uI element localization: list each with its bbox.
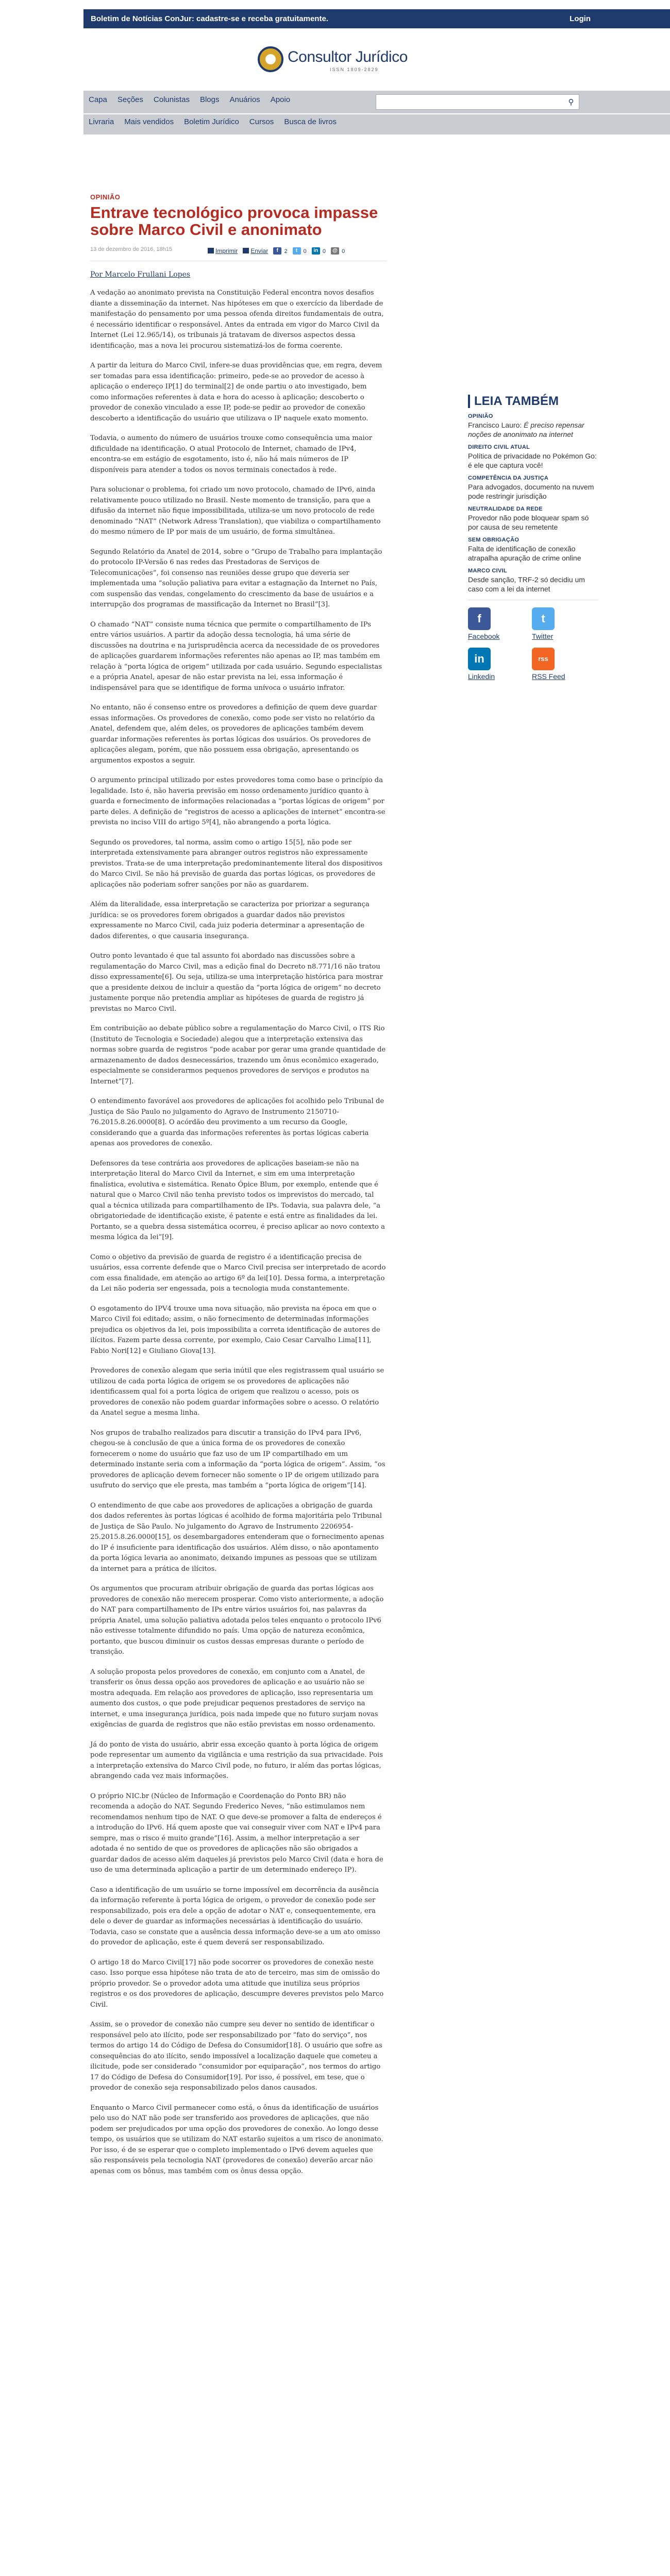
related-title[interactable] [468,420,598,439]
nav-livraria[interactable]: Livraria [89,117,114,126]
login-link[interactable]: Login [569,14,591,23]
logo-subtitle: ISSN 1809-2829 [330,67,379,72]
share-twitter[interactable] [293,245,307,255]
related-category: SEM OBRIGAÇÃO [468,537,520,543]
article-paragraph: Segundo Relatório da Anatel de 2014, sobre o “Grupo de Trabalho para implantação do protocolo IP-Versão 6 nas redes das Prestadoras de Serviços de Telecomunicações”, foi consenso nas reuniões desse grupo que deveria ser implementada uma “solução paliativa para evitar a estagnação da Internet no País, com suspensão das vendas, congelamento do crescimento da base de usuários e a interrupção dos programas de massificação da Internet no Brasil”[3]. [90,548,382,608]
share-count: 0 [322,248,326,255]
related-title[interactable]: Provedor não pode bloquear spam só por causa de seu remetente [468,514,589,531]
twitter-icon: t [532,607,555,630]
article-paragraph: A partir da leitura do Marco Civil, infere-se duas providências que, em regra, devem ser tomadas para essa identificação: primeiro, pede-se ao provedor de acesso à aplicação o endereço IP[1] do terminal[2] de onde partiu o ato investigado, bem como informações referentes à data e hora do acesso à aplicação; descoberto o provedor de conexão vinculado a esse IP, pode-se pedir ao provedor de conexão descoberto a identificação do usuário que utilizava o IP naquele exato momento. [90,362,382,422]
nav-secoes[interactable]: Seções [117,95,143,104]
nav-mais-vendidos[interactable]: Mais vendidos [124,117,174,126]
nav-capa[interactable]: Capa [89,95,107,104]
related-category: NEUTRALIDADE DA REDE [468,506,543,512]
nav-boletim-juridico[interactable]: Boletim Jurídico [184,117,239,126]
social-label: Facebook [468,632,500,640]
article-paragraph: O entendimento favorável aos provedores de aplicações foi acolhido pelo Tribunal de Justiça de São Paulo no julgamento do Agravo de Instrumento 2150710-76.2015.8.26.0000[8]. O acórdão deu provimento a um recurso da Google, considerando que a guarda das informações referentes às portas lógicas caberia apenas aos provedores de conexão. [90,1097,384,1147]
related-category: OPINIÃO [468,413,493,419]
main-navigation [83,91,670,134]
social-facebook-link[interactable] [468,607,525,640]
article-paragraph: Provedores de conexão alegam que seria inútil que eles registrassem qual usuário se utilizou de cada porta lógica de origem se os provedores de aplicações não identificassem qual foi a porta lógica de origem que realizou o acesso, pois os provedores de conexão não podem guardar informações sobre o acesso. O relatório da Anatel segue a mesma linha. [90,1367,384,1417]
article-body [90,288,387,2177]
related-category: DIREITO CIVIL ATUAL [468,444,530,450]
linkedin-icon: in [468,648,491,670]
related-list [468,413,598,594]
social-links [468,607,598,681]
newsletter-link[interactable]: Boletim de Notícias ConJur: cadastre-se e receba gratuitamente. [91,14,328,23]
article-paragraph: Segundo os provedores, tal norma, assim como o artigo 15[5], não pode ser interpretada extensivamente para abranger outros registros não expressamente previstos. Trata-se de uma interpretação predominantemente literal dos dispositivos do Marco Civil. Se não há previsão de guarda das portas lógicas, os provedores de aplicações não poderiam sofrer sanções por não as guardarem. [90,838,383,889]
nav-blogs[interactable]: Blogs [199,95,220,104]
nav-cursos[interactable]: Cursos [249,117,274,126]
article-meta [90,245,387,256]
related-item[interactable] [468,444,598,470]
send-button[interactable] [243,245,268,255]
article-paragraph: Outro ponto levantado é que tal assunto foi abordado nas discussões sobre a regulamentação do Marco Civil, mas a edição final do Decreto n8.771/16 não tratou disso expressamente[6]. Ou seja, utiliza-se uma interpretação histórica para mostrar que a presidente deixou de incluir a questão da “porta lógica de origem” no decreto justamente porque não pretendia ampliar as hipóteses de guarda de registro já previstas no Marco Civil. [90,952,383,1013]
nav-anuarios[interactable]: Anuários [229,95,260,104]
related-item[interactable] [468,475,598,501]
secondary-nav [89,117,337,126]
related-title[interactable]: Para advogados, documento na nuvem pode restringir jurisdição [468,483,594,500]
related-item[interactable] [468,413,598,439]
related-sidebar [468,395,598,681]
search-input[interactable] [376,95,562,109]
article-paragraph: Já do ponto de vista do usuário, abrir essa exceção quanto à porta lógica de origem pode representar um aumento da vigilância e uma restrição da sua privacidade. Pois a interpretação extensiva do Marco Civil pode, no futuro, ir além das portas lógicas, abrangendo cada vez mais informações. [90,1740,383,1780]
social-label: RSS Feed [532,672,565,681]
article-paragraph: Nos grupos de trabalho realizados para discutir a transição do IPv4 para IPv6, chegou-se à conclusão de que a única forma de os provedores de conexão fornecerem o nome do usuário que faz uso de um IP compartilhado em um determinado instante seria com a informação da “porta lógica de origem”. Assim, “os provedores de aplicação devem fornecer não somente o IP de origem utilizado para usufruto do serviço que ele presta, mas também a “porta lógica de origem”[14]. [90,1429,386,1489]
primary-nav [89,95,290,104]
article-paragraph: O esgotamento do IPV4 trouxe uma nova situação, não prevista na época em que o Marco Civil foi editado; assim, o não fornecimento de determinadas informações prejudica os objetivos da lei, pois impossibilita a correta identificação de autores de ilícitos. Fazem parte dessa corrente, por exemplo, Caio Cesar Carvalho Lima[11], Fabio Nori[12] e Giuliano Giova[13]. [90,1304,380,1355]
article-paragraph: Caso a identificação de um usuário se torne impossível em decorrência da ausência da informação referente à porta lógica de origem, o provedor de conexão pode ser responsabilizado, pois era dele a opção de adotar o NAT e, consequentemente, era dele o dever de guardar as informações necessárias à identificação do usuário. Todavia, caso se constate que a ausência dessa informação deve-se a um ato omisso do provedor de aplicação, este é quem deverá ser responsabilizado. [90,1886,380,1946]
related-item[interactable] [468,506,598,532]
article-date: 13 de dezembro de 2016, 18h15 [90,246,173,252]
article-paragraph: O artigo 18 do Marco Civil[17] não pode socorrer os provedores de conexão neste caso. Isso porque essa hipótese não trata de ato de terceiro, mas sim de omissão do próprio provedor. Se o provedor adota uma atitude que inutiliza seus próprios registros e os dos provedores de aplicação, descumpre deveres previstos pelo Marco Civil. [90,1958,384,2009]
mail-icon [243,248,249,253]
related-title[interactable]: Desde sanção, TRF-2 só decidiu um caso com a lei da internet [468,575,585,593]
facebook-icon: f [273,247,281,255]
printer-icon [208,248,214,253]
article-paragraph: Os argumentos que procuram atribuir obrigação de guarda das portas lógicas aos provedores de conexão não merecem prosperar. Como visto anteriormente, a adoção do NAT para compartilhamento de IPs entre vários usuários foi, nas palavras da própria Anatel, uma solução paliativa adotada pelos teles enquanto o protocolo IPv6 não estivesse totalmente difundido no país. Uma opção de natureza econômica, portanto, que buscou diminuir os custos dessas empresas durante o período de transição. [90,1585,384,1656]
article-paragraph: Defensores da tese contrária aos provedores de aplicações baseiam-se não na interpretação literal do Marco Civil da Internet, e sim em uma interpretação finalística, evolutiva e sistemática. Renato Ópice Blum, por exemplo, entende que é natural que o Marco Civil não tenha previsto todos os imprevistos do mercado, tal qual a técnica utilizada para compartilhamento de IPs. Todavia, sua palavra dele, “a obrigatoriedade de identificação existe, é patente e está entre as finalidades da lei. Portanto, se a quebra dessa sistemática ocorreu, é preciso aplicar ao novo contexto a mesma lógica da lei”[9]. [90,1159,385,1241]
related-category: COMPETÊNCIA DA JUSTIÇA [468,475,549,481]
nav-divider [83,113,670,114]
nav-colunistas[interactable]: Colunistas [153,95,190,104]
article-paragraph: Para solucionar o problema, foi criado um novo protocolo, chamado de IPv6, ainda relativamente pouco utilizado no Brasil. Neste momento de transição, para que a difusão da internet não fique impossibilitada, utiliza-se um novo protocolo de rede denominado “NAT” (Network Adress Translation), que viabiliza o compartilhamento do mesmo número de IP por mais de um usuário, de forma simultânea. [90,486,381,536]
rss-feed-icon: rss [532,648,555,670]
article-author[interactable]: Por Marcelo Frullani Lopes [90,270,191,279]
share-count: 0 [303,248,307,255]
article [90,193,387,2177]
top-bar-strip [83,9,670,28]
related-author: Francisco Lauro: [468,421,524,429]
article-paragraph: Além da literalidade, essa interpretação se caracteriza por priorizar a segurança jurídica: se os provedores forem obrigados a guardar dados não previstos expressamente no Marco Civil, cada juiz poderia determinar a apresentação de dados diferentes, o que causaria insegurança. [90,901,370,940]
site-logo[interactable] [258,45,412,76]
related-title[interactable]: Política de privacidade no Pokémon Go: é ele que captura você! [468,452,597,469]
related-title[interactable]: Falta de identificação de conexão atrapalha apuração de crime online [468,545,581,562]
article-paragraph: No entanto, não é consenso entre os provedores a definição de quem deve guardar essas informações. Os provedores de conexão, como pode ser visto no relatório da Anatel, defendem que, além deles, os provedores de aplicações também devem guardar informações referentes às portas lógicas dos usuários. Os provedores de aplicações alegam, porém, que não possuem essa obrigação, apresentando os argumentos expostos a seguir. [90,704,377,765]
related-item[interactable] [468,568,598,594]
share-linkedin[interactable] [312,245,326,255]
article-paragraph: O chamado “NAT” consiste numa técnica que permite o compartilhamento de IPs entre vários usuários. A partir da adoção dessa tecnologia, há uma série de discussões na doutrina e na jurisprudência acerca da necessidade de os provedores de aplicações guardarem informações referentes não apenas ao IP, mas também em relação à “porta lógica de origem” utilizada por cada usuário. Segundo especialistas e a própria Anatel, apesar de não estar prevista na lei, essa informação é indispensável para que se identifique de forma unívoca o usuário infrator. [90,620,382,692]
share-email[interactable] [331,245,345,255]
top-bar [0,0,670,38]
article-paragraph: O entendimento de que cabe aos provedores de aplicações a obrigação de guarda dos dados referentes às portas lógicas é acolhido de forma majoritária pelo Tribunal de Justiça de São Paulo. No julgamento do Agravo de Instrumento 2206954-25.2015.8.26.0000[15], os desembargadores entenderam que o fornecimento apenas do IP é insuficiente para identificação dos usuários. Além disso, o não apontamento da porta lógica levaria ao anonimato, deixando impunes as pessoas que se utilizam da internet para a prática de ilícitos. [90,1501,384,1573]
print-label: Imprimir [215,247,238,255]
logo-title: Consultor Jurídico [288,48,408,65]
article-paragraph: O argumento principal utilizado por estes provedores toma como base o princípio da legalidade. Isto é, não haveria previsão em nosso ordenamento jurídico quanto à guarda e fornecimento de informações relacionadas a “portas lógicas de origem” por parte deles. A definição de “registros de acesso a aplicações de internet” encontra-se prevista no inciso VIII do artigo 5º[4], não abrangendo a porta lógica. [90,776,386,826]
share-count: 2 [284,248,288,255]
article-kicker: OPINIÃO [90,193,121,201]
linkedin-icon: in [312,247,320,255]
article-paragraph: Enquanto o Marco Civil permanecer como está, o ônus da identificação de usuários pelo uso do NAT não pode ser transferido aos provedores de aplicações, que não podem ser prejudicados por uma opção dos provedores de conexão. Ao longo desse tempo, os usuários que se utilizam do NAT estarão sujeitos a um risco de anonimato. Por isso, é de se esperar que o completo implementado o IPv6 devem aqueles que são responsáveis pela tecnologia NAT (provedores de conexão) deverão arcar não apenas com os bônus, mas também com os ônus dessa opção. [90,2104,383,2175]
article-paragraph: A solução proposta pelos provedores de conexão, em conjunto com a Anatel, de transferir os ônus dessa opção aos provedores de aplicação e ao usuário não se mostra adequada. Em relação aos provedores de aplicação, isso representaria um aumento dos custos, o que pode prejudicar pequenos prestadores de serviço na internet, e uma insegurança jurídica, pois nada impede que no futuro surjam novas exigências de guarda de registros que não estão previstas em nosso ordenamento. [90,1668,378,1728]
nav-busca-livros[interactable]: Busca de livros [284,117,337,126]
article-paragraph: Como o objetivo da previsão de guarda de registro é a identificação precisa de usuários, essa corrente defende que o Marco Civil precisa ser interpretado de acordo com essa finalidade, em atenção ao artigo 6º da lei[10]. Dessa forma, a interpretação da Lei não poderia ser engessada, pois a tecnologia muda constantemente. [90,1253,386,1293]
email-icon: @ [331,247,339,255]
article-paragraph: A vedação ao anonimato prevista na Constituição Federal encontra novos desafios diante a disseminação da internet. Nas hipóteses em que o exercício da liberdade de manifestação do pensamento por uma pessoa ofenda direitos fundamentais de outra, é necessário identificar o responsável. Antes da entrada em vigor do Marco Civil da Internet (Lei 12.965/14), os tribunais já tratavam de diversos aspectos dessa identificação, mas a nova lei procurou sistematizá-los de forma coerente. [90,289,384,350]
logo-icon [258,46,283,72]
article-headline: Entrave tecnológico provoca impasse sobre Marco Civil e anonimato [90,204,378,239]
article-paragraph: Todavia, o aumento do número de usuários trouxe como consequência uma maior dificuldade na identificação. O atual Protocolo de Internet, chamado de IPv4, encontra-se em estágio de esgotamento, isto é, não há mais números de IP disponíveis para atender a todos os novos terminais conectados à rede. [90,434,373,474]
social-linkedin-link[interactable] [468,648,525,681]
twitter-icon: t [293,247,301,255]
article-paragraph: Em contribuição ao debate público sobre a regulamentação do Marco Civil, o ITS Rio (Instituto de Tecnologia e Sociedade) alegou que a interpretação extensiva das normas sobre guarda de registros “pode acabar por gerar uma grande quantidade de armazenamento de dados desnecessários, trazendo um ônus econômico exagerado, especialmente se considerarmos pequenos provedores de serviços e produtos na Internet”[7]. [90,1025,386,1086]
nav-apoio[interactable]: Apoio [270,95,291,104]
share-count: 0 [342,248,345,255]
social-twitter-link[interactable] [532,607,589,640]
search-icon[interactable]: ⚲ [568,97,574,107]
social-label: Twitter [532,632,554,640]
print-button[interactable] [208,245,238,255]
related-item[interactable] [468,537,598,563]
social-label: Linkedin [468,672,495,681]
article-paragraph: Assim, se o provedor de conexão não cumpre seu dever no sentido de identificar o responsável pelo ato ilícito, pode ser responsabilizado por “fato do serviço”, nos termos do artigo 14 do Código de Defesa do Consumidor[18]. O usuário que sofre as consequências do ato ilícito, sendo impossível a localização daquele que cometeu a ilicitude, pode ser considerado “consumidor por equiparação”, nos termos do artigo 17 do Código de Defesa do Consumidor[19]. Por isso, é possível, em tese, que o provedor de conexão seja responsabilizado pelos danos causados. [90,2021,382,2092]
related-headline: É preciso repensar noções de anonimato na internet [468,421,584,438]
article-tools [208,245,345,255]
article-paragraph: O próprio NIC.br (Núcleo de Informação e Coordenação do Ponto BR) não recomenda a adoção do NAT. Segundo Frederico Neves, “não estimulamos nem recomendamos nenhum tipo de NAT. O que deve-se promover a falta de endereços é a introdução do IPv6. Há quem aposte que vai conseguir viver com NAT e IPv4 para sempre, mas o risco é muito grande”[16]. Assim, a melhor interpretação a ser adotada é no sentido de que os provedores de aplicações não são obrigados a guardar dados de acesso além daqueles já previstos pelo Marco Civil (data e hora de uso de uma determinada aplicação a partir de um determinado endereço IP). [90,1792,383,1874]
sidebar-title: LEIA TAMBÉM [468,395,598,408]
share-facebook[interactable] [273,245,287,255]
related-category: MARCO CIVIL [468,568,508,574]
search-box [376,94,579,110]
send-label: Enviar [250,247,269,255]
social-rss-feed-link[interactable] [532,648,589,681]
facebook-icon: f [468,607,491,630]
